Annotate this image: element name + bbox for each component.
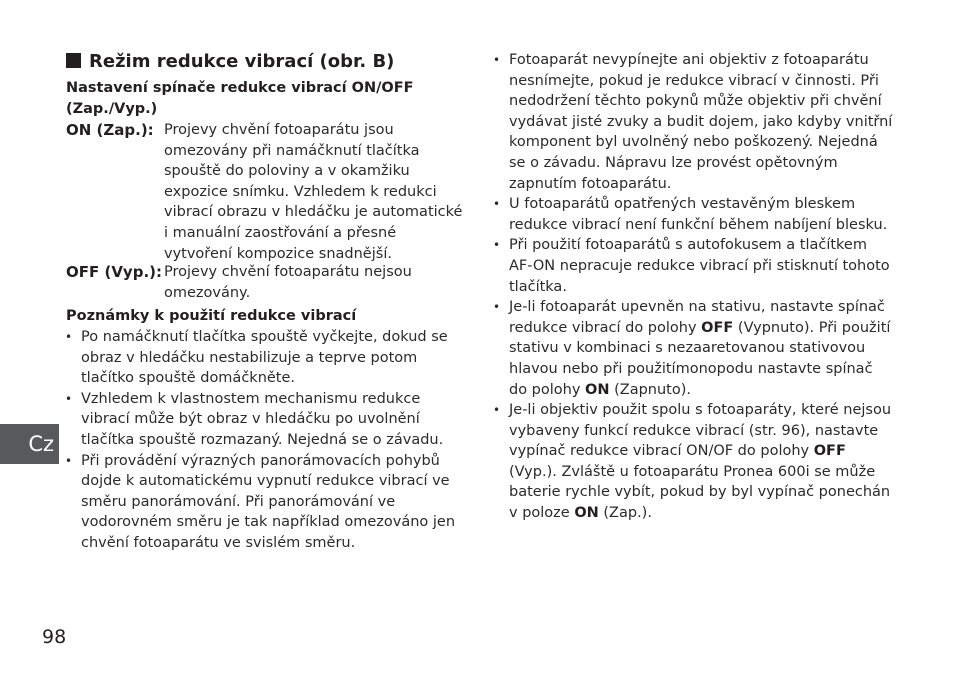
off-definition: Projevy chvění fotoaparátu nejsou omezovány.	[164, 264, 412, 301]
on-definition: Projevy chvění fotoaparátu jsou omezovány při namáčknutí tlačítka spouště do poloviny a v okamžiku expozice snímku. Vzhledem k redukci vibrací obrazu v hledáčku je automatické i manuální zaostřování a přesné vytvoření kompozice snadnější.	[164, 122, 463, 262]
note-text: (Zap.).	[598, 505, 652, 522]
list-item: • Fotoaparát nevypínejte ani objektiv z fotoaparátu nesnímejte, pokud je redukce vibrací v činnosti. Při nedodržení těchto pokynů může objektiv při chvění vydávat jisté zvuky a budit dojem, jako kdyby vnitřní komponent byl uvolněný nebo poškozený. Nejedná se o závadu. Nápravu lze provést opětovným zapnutím fotoaparátu.	[493, 50, 895, 194]
off-keyword: OFF	[701, 319, 734, 336]
page-number: 98	[42, 626, 67, 648]
note-text: Je-li fotoaparát upevněn na stativu, nastavte spínač redukce vibrací do polohy	[509, 299, 885, 336]
list-item: • Po namáčknutí tlačítka spouště vyčkejte, dokud se obraz v hledáčku nestabilizuje a teprve potom tlačítko spouště domáčkněte.	[65, 327, 465, 389]
note-text: (Vyp.). Zvláště u fotoaparátu Pronea 600i se může baterie rychle vybít, pokud by byl vypínač ponechán v poloze	[509, 463, 891, 522]
section-heading	[66, 50, 394, 74]
off-term: OFF (Vyp.):	[66, 263, 162, 281]
list-item	[493, 297, 895, 400]
note-text: Je-li objektiv použit spolu s fotoaparáty, které nejsou vybaveny funkcí redukce vibrací (str. 96), nastavte vypínač redukce vibrací ON/OF do polohy	[509, 402, 892, 460]
switch-subheading	[66, 78, 414, 119]
notes-list-left	[65, 327, 465, 554]
note-text: (Vypnuto). Při použití stativu v kombinaci s nezaaretovanou stativovou hlavou nebo při použitímonopodu nastavte spínač do polohy	[509, 319, 891, 398]
square-bullet-icon	[66, 53, 81, 68]
switch-title-line1: Nastavení spínače redukce vibrací ON/OFF	[66, 80, 414, 96]
list-item: • U fotoaparátů opatřených vestavěným bleskem redukce vibrací není funkční během nabíjení blesku.	[493, 194, 895, 235]
notes-heading: Poznámky k použití redukce vibrací	[66, 308, 357, 324]
list-item: • Vzhledem k vlastnostem mechanismu redukce vibrací může být obraz v hledáčku po uvolnění tlačítka spouště rozmazaný. Nejedná se o závadu.	[65, 389, 465, 451]
off-keyword: OFF	[813, 443, 846, 460]
on-keyword: ON	[585, 381, 610, 398]
language-tab: Cz	[0, 424, 59, 464]
list-item: • Při použití fotoaparátů s autofokusem a tlačítkem AF-ON nepracuje redukce vibrací při stisknutí tohoto tlačítka.	[493, 235, 895, 297]
list-item	[493, 400, 895, 524]
on-term: ON (Zap.):	[66, 121, 154, 139]
list-item: • Při provádění výrazných panorámovacích pohybů dojde k automatickému vypnutí redukce vibrací ve směru panorámování. Při panorámování ve vodorovném směru je tak například omezováno jen chvění fotoaparátu ve svislém směru.	[65, 451, 465, 554]
notes-list-right	[493, 50, 895, 524]
on-keyword: ON	[574, 505, 599, 522]
section-title: Režim redukce vibrací (obr. B)	[89, 51, 395, 72]
note-text: (Zapnuto).	[609, 381, 692, 398]
switch-title-line2: (Zap./Vyp.)	[66, 100, 158, 117]
